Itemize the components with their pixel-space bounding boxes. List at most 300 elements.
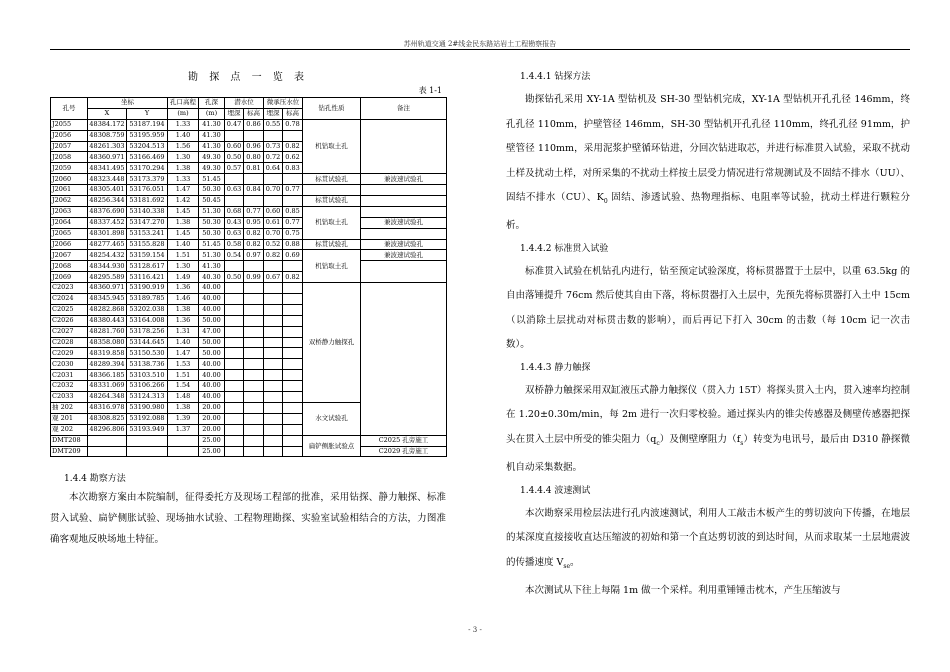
table-cell: 53173.379 [127,174,168,185]
table-cell [225,348,244,359]
table-cell: 抽 202 [51,402,88,413]
table-cell: 1.31 [168,326,199,337]
table-cell: 48316.978 [88,402,127,413]
table-cell [225,130,244,141]
table-cell: 1.39 [168,413,199,424]
table-cell: 0.64 [264,163,283,174]
table-cell-remark: 兼波速试验孔 [361,239,447,250]
table-cell: 53192.088 [127,413,168,424]
table-cell [264,315,283,326]
table-cell [283,381,303,392]
table-cell: 1.40 [168,337,199,348]
table-cell [264,359,283,370]
table-cell: C2023 [51,283,88,294]
table-cell: 48264.348 [88,392,127,403]
hdr-depth: 孔深 [199,98,225,109]
table-cell [244,370,264,381]
table-cell [225,413,244,424]
table-row [51,185,447,196]
table-cell: 0.82 [264,250,283,261]
table-cell: DMT209 [51,446,88,457]
table-cell [264,337,283,348]
table-cell: 48256.344 [88,196,127,207]
table-cell [225,283,244,294]
table-cell [283,446,303,457]
table-cell: J2068 [51,261,88,272]
table-cell: 50.00 [199,315,225,326]
table-cell-nature: 水文试验孔 [303,402,361,435]
table-cell: J2060 [51,174,88,185]
table-cell: 49.30 [199,163,225,174]
table-cell: DMT208 [51,435,88,446]
table-cell [283,413,303,424]
table-cell [88,435,127,446]
right-column [506,70,910,604]
table-cell: 0.63 [225,185,244,196]
table-cell: 53124.313 [127,392,168,403]
table-cell: 1.51 [168,250,199,261]
table-cell: 53159.154 [127,250,168,261]
hdr-y: Y [127,108,168,119]
table-cell [264,294,283,305]
table-cell: 40.00 [199,381,225,392]
table-cell [283,435,303,446]
table-cell [168,435,199,446]
table-cell: 0.57 [225,163,244,174]
table-cell [225,326,244,337]
table-cell [283,174,303,185]
table-cell: 50.30 [199,228,225,239]
table-cell: 40.00 [199,370,225,381]
table-cell: 48296.806 [88,424,127,435]
table-cell: J2062 [51,196,88,207]
table-cell: 0.54 [225,250,244,261]
hdr-press: 微承压水位 [264,98,303,109]
table-cell [264,435,283,446]
table-cell: 1.51 [168,370,199,381]
table-cell [225,196,244,207]
table-cell: 48323.448 [88,174,127,185]
table-cell: 48277.465 [88,239,127,250]
table-cell: 1.36 [168,315,199,326]
table-cell: 0.73 [264,141,283,152]
table-cell: 51.45 [199,174,225,185]
table-cell [225,315,244,326]
table-cell: 53106.266 [127,381,168,392]
table-cell: C2027 [51,326,88,337]
paragraph-spt: 标准贯入试验在机钻孔内进行，钻至预定试验深度，将标贯器置于土层中，以重 63.5kg 的自由落锤提升 76cm 然后使其自由下落，将标贯器打入土层中，先预先将标贯器打入土中 15cm（以消除土层扰动对标贯击数的影响），而后再记下打入 30cm 的击数（每 10cm 记一次击数）。 [506,265,910,351]
table-cell: 1.48 [168,392,199,403]
table-cell: 1.40 [168,239,199,250]
table-cell: 0.81 [244,163,264,174]
table-cell: C2024 [51,294,88,305]
table-cell-nature: 机钻取土孔 [303,206,361,239]
paragraph-wave-velocity [506,502,910,579]
table-cell [127,435,168,446]
table-cell-nature: 机钻取土孔 [303,250,361,283]
table-cell [244,304,264,315]
table-cell [244,315,264,326]
hdr-elev: 孔口高程 [168,98,199,109]
table-cell: 40.00 [199,283,225,294]
table-cell: 47.00 [199,326,225,337]
table-cell: 48366.185 [88,370,127,381]
table-cell: C2025 [51,304,88,315]
table-cell: 41.30 [199,141,225,152]
table-cell: J2065 [51,228,88,239]
table-cell [244,392,264,403]
exploration-points-table [50,97,447,457]
table-cell [244,337,264,348]
table-cell [225,392,244,403]
table-cell: 48384.172 [88,119,127,130]
table-cell: 1.40 [168,130,199,141]
table-cell [264,348,283,359]
table-cell: 53103.510 [127,370,168,381]
table-cell-nature: 双桥静力触探孔 [303,283,361,403]
drilling-text-a: 勘探钻孔采用 XY-1A 型钻机及 SH-30 型钻机完成，XY-1A 型钻机开孔孔径 146mm，终孔孔径 110mm，护壁管径 146mm，SH-30 型钻机开孔孔径 110mm，终孔孔径 91mm，护壁管径 110mm，采用泥浆护壁循环钻进，分回次钻进取芯，并进行标准贯入试验，采取不扰动土样及扰动土样，对所采集的不扰动土样按土层受力情况进行常规测试及不固结不排水（UU）、固结不排水（CU）、K [506,94,910,203]
table-cell: 1.56 [168,141,199,152]
table-cell [244,261,264,272]
table-cell [283,130,303,141]
table-cell: 1.54 [168,381,199,392]
hdr-elev-unit: (m) [168,108,199,119]
cpt-text-b: ）及侧壁摩阻力（f [659,433,741,445]
table-cell: 0.58 [225,239,244,250]
table-cell: 48380.443 [88,315,127,326]
table-cell: 53176.051 [127,185,168,196]
table-cell [244,359,264,370]
hdr-bury1: 埋深 [225,108,244,119]
hdr-remark: 备注 [361,98,447,120]
table-cell [88,446,127,457]
hdr-x: X [88,108,127,119]
table-cell [225,261,244,272]
table-row [51,250,447,261]
table-cell [283,283,303,294]
header-rule [50,49,910,50]
table-cell: 0.86 [244,119,264,130]
table-cell: 48376.690 [88,206,127,217]
table-cell [264,261,283,272]
table-cell: 1.38 [168,217,199,228]
table-cell [283,304,303,315]
table-cell: 0.68 [225,206,244,217]
table-cell: J2059 [51,163,88,174]
table-cell: 1.45 [168,228,199,239]
table-cell: 0.70 [264,185,283,196]
table-cell [264,130,283,141]
paragraph-survey-method: 本次勘察方案由本院编制，征得委托方及现场工程部的批准，采用钻探、静力触探、标准贯入试验、扁铲侧胀试验、现场抽水试验、工程物理勘探、实验室试验相结合的方法，力图准确客观地反映场地土特征。 [50,492,446,546]
table-cell: 48360.971 [88,152,127,163]
table-cell [225,381,244,392]
table-cell: 0.70 [264,228,283,239]
section-heading-drilling: 1.4.4.1 钻探方法 [520,72,591,82]
table-cell: 0.82 [283,141,303,152]
drilling-text-b: 固结、渗透试验、热物理指标、电阻率等试验，扰动土样进行颗粒分析。 [506,192,910,232]
section-heading-wave-velocity: 1.4.4.4 波速测试 [520,485,591,496]
table-cell-remark: C2025 孔旁施工 [361,435,447,446]
table-cell [264,304,283,315]
table-cell: 51.30 [199,250,225,261]
table-cell: 0.97 [244,250,264,261]
table-cell [225,304,244,315]
table-cell: 48295.589 [88,272,127,283]
table-cell [283,294,303,305]
table-cell: 0.43 [225,217,244,228]
table-cell [283,424,303,435]
table-cell: 53138.736 [127,359,168,370]
table-cell: 0.67 [264,272,283,283]
table-cell: 1.42 [168,196,199,207]
table-cell: 53178.256 [127,326,168,337]
table-cell [264,392,283,403]
table-cell: J2056 [51,130,88,141]
table-cell: 0.50 [225,272,244,283]
table-cell-remark [361,261,447,283]
table-cell: 48305.401 [88,185,127,196]
table-cell [244,174,264,185]
table-cell: C2030 [51,359,88,370]
paragraph-drilling [506,88,910,239]
cpt-text-c: ）转变为电讯号，最后由 D310 静探微机自动采集数据。 [506,433,910,474]
table-cell: 48308.759 [88,130,127,141]
table-cell: 53155.828 [127,239,168,250]
table-row [51,283,447,294]
table-cell [283,370,303,381]
paragraph-cpt [506,379,910,481]
table-cell: 0.78 [283,119,303,130]
table-cell: C2028 [51,337,88,348]
table-cell: 48289.394 [88,359,127,370]
paragraph-wave-velocity-2: 本次测试从下往上每隔 1m 做一个采样。利用重锤锤击枕木，产生压缩波与 [525,585,841,597]
table-cell-remark: C2029 孔旁施工 [361,446,447,457]
table-cell: 25.00 [199,446,225,457]
table-cell [283,359,303,370]
section-heading-spt: 1.4.4.2 标准贯入试验 [520,243,609,254]
table-cell: 0.72 [264,152,283,163]
table-cell: 0.69 [283,250,303,261]
table-cell: 48360.971 [88,283,127,294]
table-cell: 0.82 [244,239,264,250]
drilling-subscript: 0 [603,197,608,205]
table-cell: 53204.513 [127,141,168,152]
table-cell: 1.30 [168,152,199,163]
table-cell: 53116.421 [127,272,168,283]
table-row [51,119,447,130]
table-cell [244,196,264,207]
hdr-depth-unit: (m) [199,108,225,119]
table-cell: 48341.495 [88,163,127,174]
table-cell: J2055 [51,119,88,130]
table-cell: 0.47 [225,119,244,130]
table-row [51,435,447,446]
table-cell: J2058 [51,152,88,163]
table-cell [283,326,303,337]
table-cell: 0.80 [244,152,264,163]
cpt-text-a: 双桥静力触探采用双缸液压式静力触探仪（贯入力 15T）将探头贯入土内，贯入速率均控制在 1.20±0.30m/min，每 2m 进行一次归零校验。通过探头内的锥尖传感器及侧壁传感器把探头在贯入土层中所受的锥尖阻力（q [506,384,910,445]
page-header: 苏州轨道交通 2#线金民东路站岩土工程勘察报告 [403,40,557,48]
table-cell [244,294,264,305]
table-cell-nature: 机钻取土孔 [303,119,361,173]
table-cell [283,402,303,413]
table-cell [225,359,244,370]
table-cell: 53150.530 [127,348,168,359]
table-cell: 53140.338 [127,206,168,217]
table-cell: 53170.294 [127,163,168,174]
hdr-hole-no: 孔号 [51,98,88,120]
hdr-water: 潜水位 [225,98,264,109]
table-cell [168,446,199,457]
table-cell [244,326,264,337]
table-cell-nature: 扁铲侧胀试验点 [303,435,361,457]
table-cell: 观 201 [51,413,88,424]
table-cell: 1.38 [168,304,199,315]
table-cell: 1.45 [168,206,199,217]
table-cell: 48254.432 [88,250,127,261]
table-cell [244,413,264,424]
table-cell [264,446,283,457]
table-cell-nature [303,185,361,196]
table-row [51,228,447,239]
table-cell: 20.00 [199,424,225,435]
table-cell: 53189.785 [127,294,168,305]
table-cell: 48281.760 [88,326,127,337]
table-cell [225,294,244,305]
table-cell-nature: 标贯试验孔 [303,196,361,207]
table-cell: 0.83 [283,163,303,174]
table-cell: 50.45 [199,196,225,207]
wave-text-b: 。 [570,556,580,568]
table-row [51,261,447,272]
table-cell-remark [361,119,447,173]
table-cell [264,413,283,424]
table-cell: 0.88 [283,239,303,250]
table-cell [225,424,244,435]
table-cell: 0.60 [225,141,244,152]
table-cell: 1.37 [168,424,199,435]
table-cell-remark [361,228,447,239]
table-cell: 48344.930 [88,261,127,272]
table-cell: 观 202 [51,424,88,435]
table-cell: J2057 [51,141,88,152]
table-cell: J2063 [51,206,88,217]
table-cell-remark: 兼波速试验孔 [361,174,447,185]
table-cell: 20.00 [199,413,225,424]
table-cell: C2029 [51,348,88,359]
table-cell [283,261,303,272]
table-cell: J2064 [51,217,88,228]
table-cell: 50.00 [199,348,225,359]
table-cell: 40.00 [199,294,225,305]
table-cell: 40.00 [199,304,225,315]
table-cell [244,402,264,413]
hdr-mark1: 标高 [244,108,264,119]
table-cell: 0.99 [244,272,264,283]
table-cell [244,348,264,359]
table-cell: 40.00 [199,392,225,403]
table-cell: 50.00 [199,337,225,348]
table-cell [244,130,264,141]
table-cell [225,174,244,185]
table-cell: 1.38 [168,402,199,413]
table-cell [225,370,244,381]
table-cell: 53190.980 [127,402,168,413]
table-cell: 48331.069 [88,381,127,392]
table-cell: 1.49 [168,272,199,283]
table-cell: 53202.038 [127,304,168,315]
table-cell: C2033 [51,392,88,403]
table-cell: 1.33 [168,119,199,130]
table-cell: 51.45 [199,239,225,250]
table-cell: 53144.645 [127,337,168,348]
hdr-coord: 坐标 [88,98,168,109]
table-cell: 0.77 [283,185,303,196]
table-cell: 0.52 [264,239,283,250]
table-cell: C2032 [51,381,88,392]
cpt-subscript-qc: c [656,439,660,447]
table-cell: J2066 [51,239,88,250]
table-cell: 0.77 [244,206,264,217]
table-cell: 50.30 [199,217,225,228]
table-cell: 0.82 [244,228,264,239]
table-cell: 0.75 [283,228,303,239]
table-cell: 1.47 [168,348,199,359]
table-cell: 53153.241 [127,228,168,239]
table-cell: 0.62 [283,152,303,163]
table-cell [225,435,244,446]
table-cell [225,446,244,457]
table-cell: 53166.469 [127,152,168,163]
table-cell-remark: 兼波速试验孔 [361,217,447,228]
table-cell [264,424,283,435]
table-row [51,174,447,185]
table-cell [264,326,283,337]
table-cell: 0.77 [283,217,303,228]
table-cell: 1.53 [168,359,199,370]
table-cell: 1.47 [168,185,199,196]
table-cell: 48282.868 [88,304,127,315]
table-cell: 48308.825 [88,413,127,424]
table-row [51,446,447,457]
table-cell [244,283,264,294]
table-row [51,196,447,207]
table-cell [225,402,244,413]
table-cell: J2069 [51,272,88,283]
table-cell: 48261.303 [88,141,127,152]
table-cell-nature: 标贯试验孔 [303,174,361,185]
left-column [50,62,446,550]
table-cell: 50.30 [199,185,225,196]
table-cell: 53164.008 [127,315,168,326]
table-cell: 0.61 [264,217,283,228]
wave-text-a: 本次勘察采用检层法进行孔内波速测试，利用人工敲击木板产生的剪切波向下传播，在地层的某深度直接接收直达压缩波的初始和第一个直达剪切波的到达时间，从而求取某一土层地震波的传播速度 V [506,507,910,568]
table-cell [264,381,283,392]
table-row [51,239,447,250]
table-cell [283,348,303,359]
table-cell: 48301.898 [88,228,127,239]
table-row [51,217,447,228]
table-cell: 1.33 [168,174,199,185]
table-cell: 1.38 [168,163,199,174]
table-cell: C2031 [51,370,88,381]
page-number: - 3 - [468,626,482,634]
table-cell [264,402,283,413]
table-cell: 20.00 [199,402,225,413]
table-cell [264,370,283,381]
table-cell-remark [361,283,447,435]
table-cell: 41.30 [199,130,225,141]
